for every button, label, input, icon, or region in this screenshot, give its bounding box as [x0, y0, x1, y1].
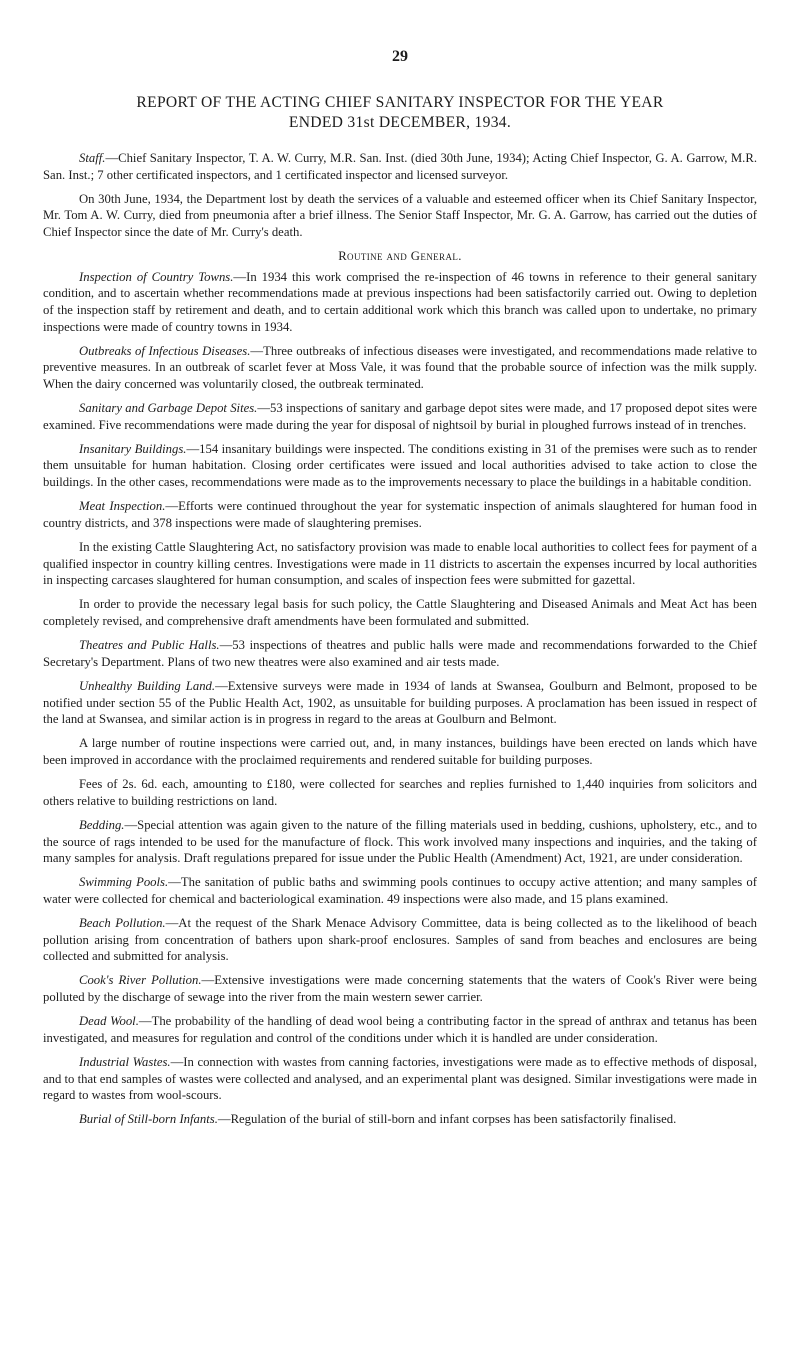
paragraph-text: —Three outbreaks of infectious diseases were investigated, and recommendations made relative to preventive measures. In an outbreak of scarlet fever at Moss Vale, it was found that the probable source of infection was the milk supply. When the dairy concerned was voluntarily closed, the outbreak terminated.: [43, 343, 757, 391]
paragraph-text: —At the request of the Shark Menace Advisory Committee, data is being collected as to the likelihood of beach pollution arising from concentration of bathers upon shark-proof enclosures. Samples of sand from beaches and enclosures are being collected and submitted for analysis.: [43, 916, 757, 964]
report-title-line-2: ENDED 31st DECEMBER, 1934.: [288, 114, 512, 131]
paragraph: [43, 441, 757, 491]
paragraph-text: —The probability of the handling of dead wool being a contributing factor in the spread of anthrax and tetanus has been investigated, and measures for regulation and control of the conditions under which it is handled are under consideration.: [43, 1014, 757, 1045]
paragraph-heading: Bedding.: [79, 817, 125, 832]
paragraph: [43, 678, 757, 728]
section-heading-routine: Routine and General.: [338, 249, 462, 264]
report-body: [43, 150, 757, 1136]
paragraph: [43, 1111, 757, 1128]
paragraph-text: —Extensive surveys were made in 1934 of lands at Swansea, Goulburn and Belmont, proposed to be notified under section 55 of the Public Health Act, 1902, as unsuitable for building purposes. A proclamation has been issued in respect of the land at Swansea, and similar action is in progress in regard to the areas at Goulburn and Belmont.: [43, 678, 757, 727]
paragraph-text: Fees of 2s. 6d. each, amounting to £180, were collected for searches and replies furnished to 1,440 inquiries from solicitors and others relative to building restrictions on land.: [43, 777, 757, 808]
paragraph: [43, 637, 757, 670]
report-title-line-1: REPORT OF THE ACTING CHIEF SANITARY INSPECTOR FOR THE YEAR: [136, 94, 664, 111]
paragraph-heading: Inspection of Country Towns.: [79, 269, 234, 284]
paragraph: [43, 539, 757, 589]
paragraph-text: —53 inspections of theatres and public halls were made and recommendations forwarded to the Chief Secretary's Department. Plans of two new theatres were also examined and air tests made.: [43, 638, 757, 669]
paragraph-text: —The sanitation of public baths and swimming pools continues to occupy active attention; and many samples of water were collected for chemical and bacteriological examination. 49 inspections were also made, and 15 plans examined.: [43, 875, 757, 906]
paragraph: [43, 400, 757, 433]
paragraph-heading: Sanitary and Garbage Depot Sites.: [79, 401, 258, 416]
paragraph-text: —Special attention was again given to the nature of the filling materials used in bedding, cushions, upholstery, etc., and to the source of rags intended to be used for the manufacture of flock. This work involved many inspections and inquiries, and the taking of many samples for analysis. Draft regulations prepared for issue under the Public Health (Amendment) Act, 1921, are under consideration.: [43, 817, 757, 866]
paragraph-text: In order to provide the necessary legal basis for such policy, the Cattle Slaughtering and Diseased Animals and Meat Act has been completely revised, and comprehensive draft amendments have been formulated and submitted.: [43, 597, 757, 628]
paragraph: [43, 915, 757, 965]
paragraph-heading: Insanitary Buildings.: [79, 441, 187, 456]
paragraph-text: In the existing Cattle Slaughtering Act, no satisfactory provision was made to enable local authorities to collect fees for payment of a qualified inspector in country killing centres. Investigations were made in 11 districts to ascertain the expenses incurred by local authorities in inspecting carcases slaughtered for human consumption, and scales of inspection fees were submitted for gazettal.: [43, 540, 757, 588]
paragraph-heading: Cook's River Pollution.: [79, 973, 202, 988]
paragraph: [43, 191, 757, 241]
paragraph-heading: Meat Inspection.: [79, 499, 166, 514]
paragraph-text: —Efforts were continued throughout the year for systematic inspection of animals slaughtered for human food in country districts, and 378 inspections were made of slaughtering premises.: [43, 499, 758, 530]
paragraph-text: —In connection with wastes from canning factories, investigations were made as to effective methods of disposal, and to that end samples of wastes were collected and analysed, and an experimental plant was designed. Similar investigations were made in regard to wastes from wool-scours.: [43, 1055, 758, 1103]
paragraph: [43, 150, 757, 183]
paragraph-heading: Swimming Pools.: [79, 875, 169, 890]
paragraph: [43, 498, 757, 531]
paragraph-heading: Burial of Still-born Infants.: [79, 1112, 218, 1127]
paragraph-heading: Unhealthy Building Land.: [79, 678, 216, 693]
paragraph-heading: Outbreaks of Infectious Diseases.: [79, 343, 251, 358]
paragraph-text: —154 insanitary buildings were inspected. The conditions existing in 31 of the premises were such as to render them unsuitable for human habitation. Closing order certificates were issued and local authorities advised to take action to close the buildings. In the other cases, recommendations were made as to the improvements necessary to place the buildings in a habitable condition.: [43, 441, 758, 490]
paragraph: [43, 343, 757, 393]
paragraph-heading: Theatres and Public Halls.: [79, 638, 220, 653]
paragraph: [43, 776, 757, 809]
paragraph-text: —53 inspections of sanitary and garbage depot sites were made, and 17 proposed depot sites were examined. Five recommendations were made during the year for disposal of nightsoil by burial in ploughed furrows instead of in trenches.: [43, 401, 757, 432]
paragraph: [43, 972, 757, 1005]
paragraph-text: On 30th June, 1934, the Department lost by death the services of a valuable and esteemed officer when its Chief Sanitary Inspector, Mr. Tom A. W. Curry, died from pneumonia after a brief illness. The Senior Staff Inspector, Mr. G. A. Garrow, has carried out the duties of Chief Inspector since the date of Mr. Curry's death.: [43, 191, 757, 239]
paragraph-heading: Beach Pollution.: [79, 916, 166, 931]
report-title: [43, 93, 757, 133]
routine-section: [43, 269, 757, 1128]
paragraph-text: —In 1934 this work comprised the re-inspection of 46 towns in reference to their general sanitary condition, and to ascertain whether recommendations made at previous inspections had been satisfactorily carried out. Owing to depletion of the inspection staff by retirement and death, and to certain additional work which this branch was called upon to undertake, no primary inspections were made of country towns in 1934.: [43, 269, 757, 334]
paragraph-text: —Regulation of the burial of still-born and infant corpses has been satisfactorily finalised.: [217, 1112, 677, 1127]
paragraph: [43, 874, 757, 907]
paragraph-heading: Industrial Wastes.: [79, 1055, 171, 1069]
intro-section: [43, 150, 757, 241]
paragraph-text: —Extensive investigations were made concerning statements that the waters of Cook's River were being polluted by the discharge of sewage into the river from the main western sewer carrier.: [43, 973, 757, 1005]
paragraph: [43, 269, 757, 335]
paragraph: [43, 817, 757, 867]
page-number: 29: [392, 48, 408, 65]
paragraph: [43, 1054, 757, 1104]
paragraph-text: A large number of routine inspections were carried out, and, in many instances, buildings have been erected on lands which have been improved in accordance with the proclaimed requirements and rendered suitable for building purposes.: [43, 736, 757, 767]
paragraph-heading: Staff.: [79, 151, 106, 165]
paragraph-text: —Chief Sanitary Inspector, T. A. W. Curry, M.R. San. Inst. (died 30th June, 1934); Acting Chief Inspector, G. A. Garrow, M.R. San. Inst.; 7 other certificated inspectors, and 1 certificated inspector and licensed surveyor.: [43, 151, 757, 182]
paragraph: [43, 596, 757, 629]
paragraph: [43, 1013, 757, 1046]
paragraph-heading: Dead Wool.: [79, 1014, 139, 1029]
paragraph: [43, 735, 757, 768]
